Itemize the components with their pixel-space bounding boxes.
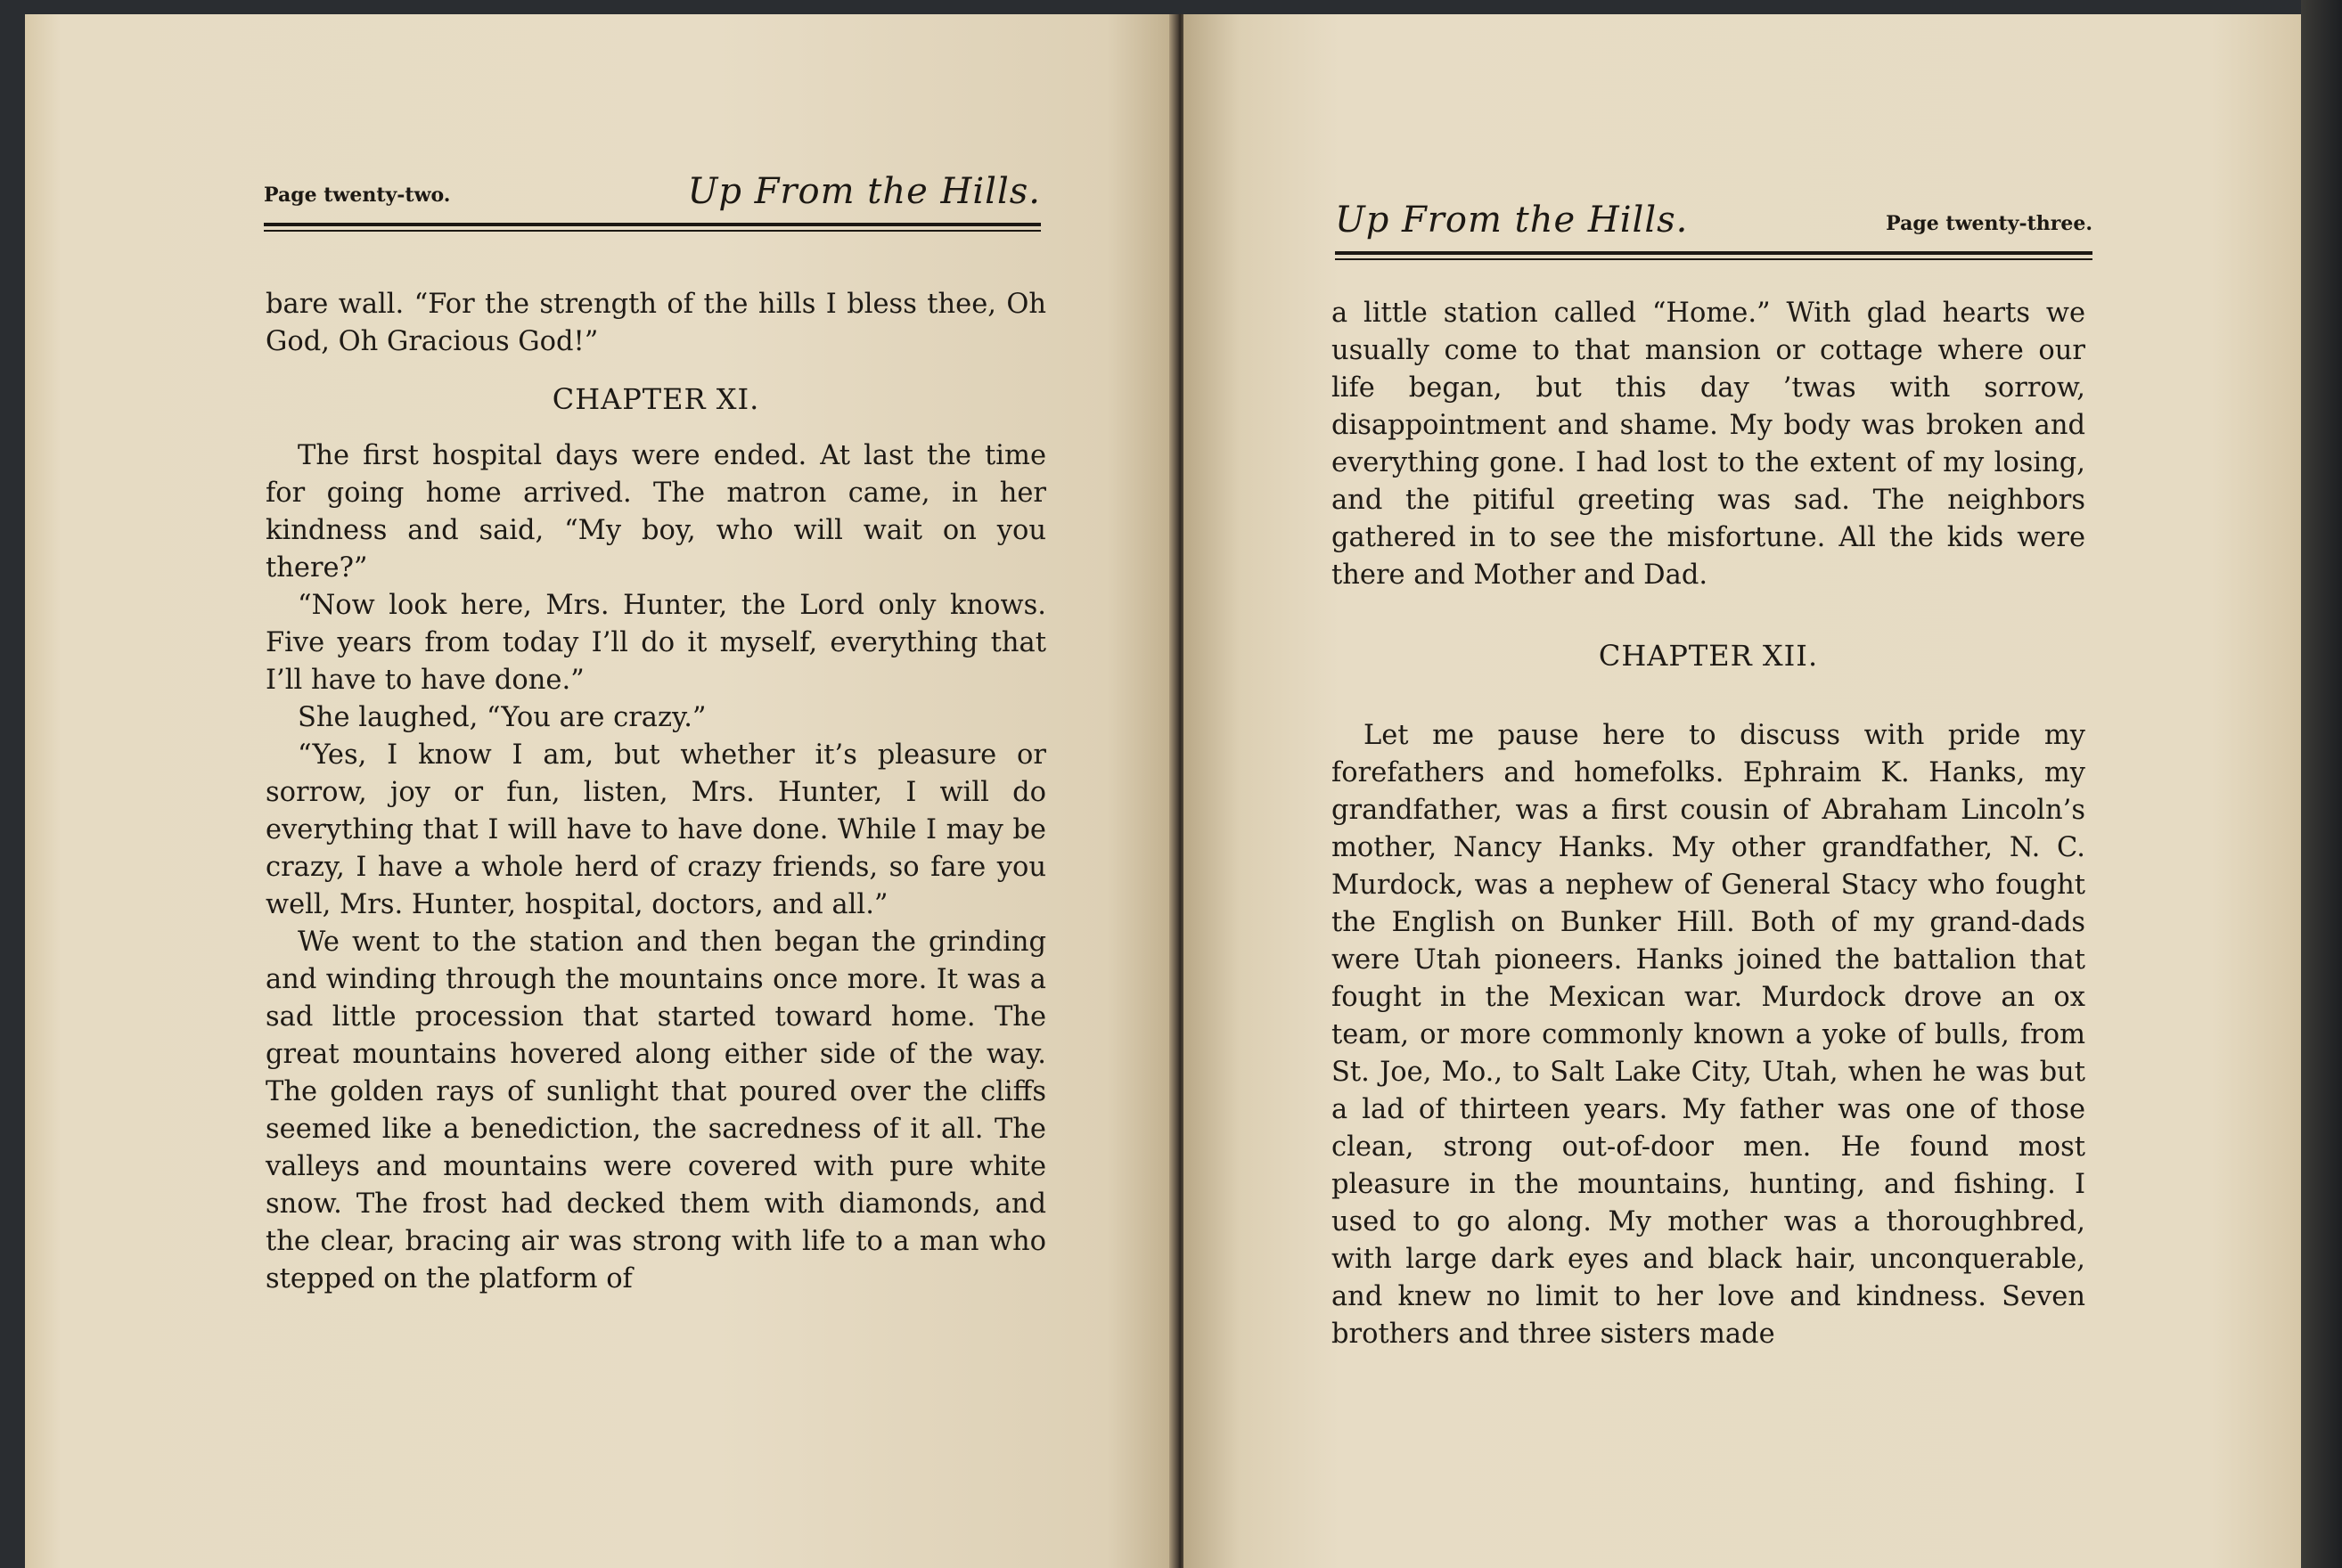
book-cover-edge bbox=[2301, 0, 2342, 1568]
paragraph: The first hospital days were ended. At last the time for going home arrived. The matron came, in her kindness and said, “My boy, who will wait on you there?” bbox=[266, 440, 1046, 584]
right-page-body bbox=[1331, 295, 2085, 1353]
paragraph: “Now look here, Mrs. Hunter, the Lord only knows. Five years from today I’ll do it myself, everything that I’ll have to have done.” bbox=[266, 590, 1046, 696]
paragraph: Let me pause here to discuss with pride my forefathers and homefolks. Ephraim K. Hanks, my grandfather, was a first cousin of Abraham Lincoln’s mother, Nancy Hanks. My other grandfather, N. C. Murdock, was a nephew of General Stacy who fought the English on Bunker Hill. Both of my grand-dads were Utah pioneers. Hanks joined the battalion that fought in the Mexican war. Murdock drove an ox team, or more commonly known a yoke of bulls, from St. Joe, Mo., to Salt Lake City, Utah, when he was but a lad of thirteen years. My father was one of those clean, strong out-of-door men. He found most pleasure in the mountains, hunting, and fishing. I used to go along. My mother was a thoroughbred, with large dark eyes and black hair, unconquerable, and knew no limit to her love and kindness. Seven brothers and three sisters made bbox=[1331, 720, 2085, 1350]
continued-text: a little station called “Home.” With glad hearts we usually come to that mansion or cottage where our life began, but this day ’twas with sorrow, disappointment and shame. My body was broken and everything gone. I had lost to the extent of my losing, and the pitiful greeting was sad. The neighbors gathered in to see the misfortune. All the kids were there and Mother and Dad. bbox=[1331, 298, 2085, 591]
header-rule bbox=[1335, 251, 2092, 255]
running-title: Up From the Hills. bbox=[687, 171, 1041, 212]
right-page-header bbox=[1335, 184, 2092, 246]
paragraph: She laughed, “You are crazy.” bbox=[298, 702, 707, 733]
right-page bbox=[1183, 14, 2301, 1568]
paragraph: “Yes, I know I am, but whether it’s pleasure or sorrow, joy or fun, listen, Mrs. Hunter, I will do everything that I will have to have done. While I may be crazy, I have a whole herd of crazy friends, so fare you well, Mrs. Hunter, hospital, doctors, and all.” bbox=[266, 739, 1046, 920]
header-rule-thin bbox=[264, 230, 1041, 232]
paragraph: We went to the station and then began the grinding and winding through the mountains once more. It was a sad little procession that started toward home. The great mountains hovered along either side of the way. The golden rays of sunlight that poured over the cliffs seemed like a benediction, the sacredness of it all. The valleys and mountains were covered with pure white snow. The frost had decked them with diamonds, and the clear, bracing air was strong with life to a man who stepped on the platform of bbox=[266, 927, 1046, 1294]
page-number-label: Page twenty-three. bbox=[1886, 212, 2092, 235]
continued-text: bare wall. “For the strength of the hills I bless thee, Oh God, Oh Gracious God!” bbox=[266, 289, 1046, 357]
running-title: Up From the Hills. bbox=[1335, 200, 1689, 241]
left-page-body bbox=[266, 286, 1046, 1298]
chapter-heading: CHAPTER XII. bbox=[1598, 639, 1819, 673]
header-rule bbox=[264, 223, 1041, 226]
header-rule-thin bbox=[1335, 258, 2092, 260]
page-number-label: Page twenty-two. bbox=[264, 184, 451, 207]
left-page bbox=[25, 14, 1176, 1568]
left-page-header bbox=[264, 155, 1041, 217]
chapter-heading: CHAPTER XI. bbox=[552, 382, 760, 416]
